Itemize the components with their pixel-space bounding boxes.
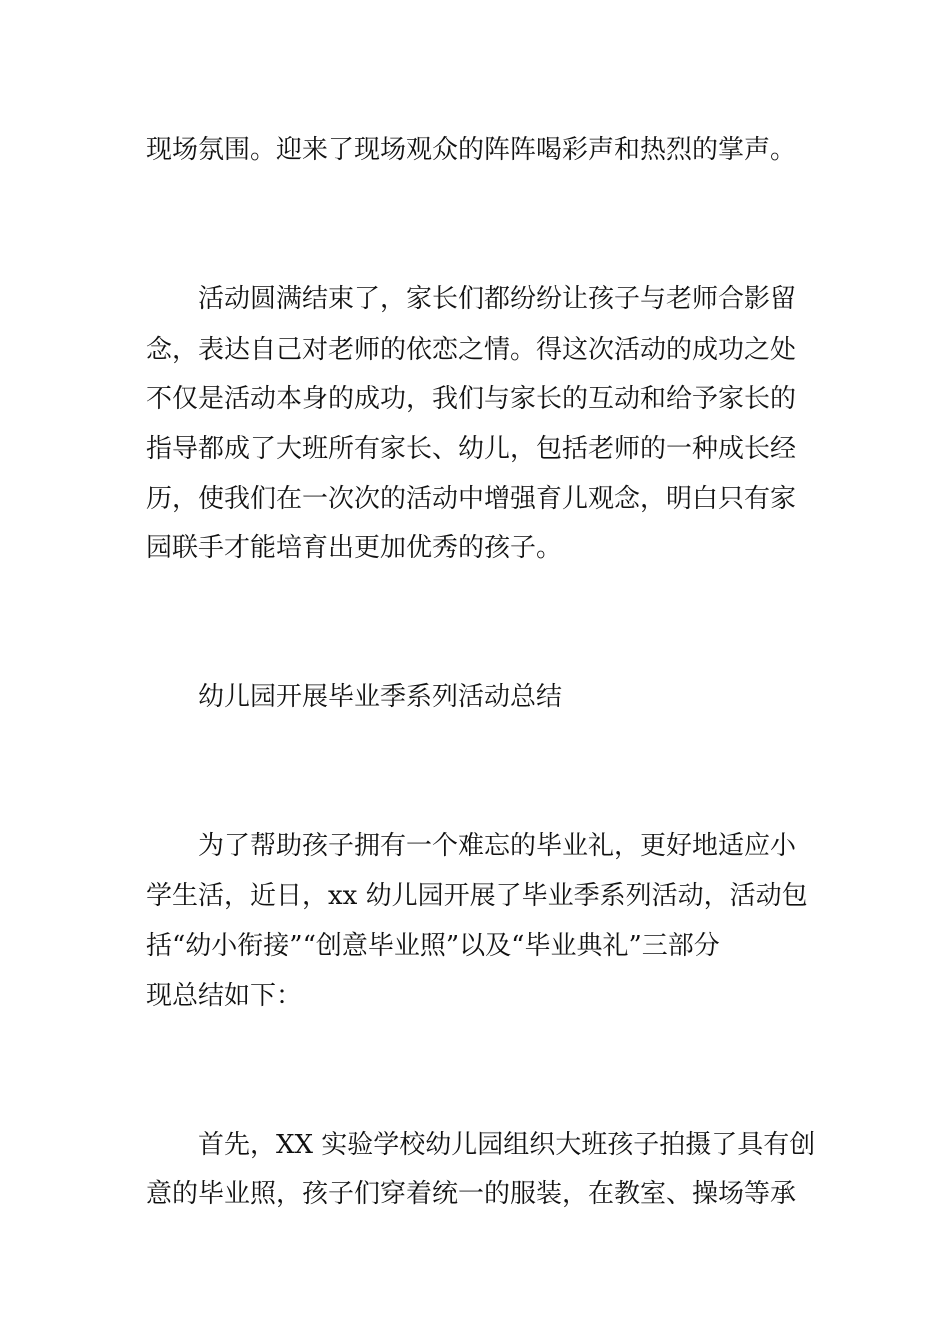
paragraph-3-line-4: 现总结如下： <box>146 981 303 1011</box>
paragraph-2-line-1: 活动圆满结束了，家长们都纷纷让孩子与老师合影留 <box>198 284 797 314</box>
paragraph-3-line-1: 为了帮助孩子拥有一个难忘的毕业礼，更好地适应小 <box>198 831 797 861</box>
paragraph-4-line-2: 意的毕业照，孩子们穿着统一的服装，在教室、操场等承 <box>146 1179 797 1209</box>
paragraph-2-line-4: 指导都成了大班所有家长、幼儿，包括老师的一种成长经 <box>146 434 797 464</box>
paragraph-3-line-2: 学生活，近日，xx 幼儿园开展了毕业季系列活动，活动包 <box>146 881 808 911</box>
section-heading: 幼儿园开展毕业季系列活动总结 <box>198 682 563 712</box>
paragraph-2-line-2: 念，表达自己对老师的依恋之情。得这次活动的成功之处 <box>146 335 797 365</box>
paragraph-1-line-1: 现场氛围。迎来了现场观众的阵阵喝彩声和热烈的掌声。 <box>146 135 797 165</box>
paragraph-2-line-3: 不仅是活动本身的成功，我们与家长的互动和给予家长的 <box>146 384 797 414</box>
paragraph-3-line-3: 括“幼小衔接”“创意毕业照”以及“毕业典礼”三部分 <box>146 931 720 961</box>
paragraph-2-line-6: 园联手才能培育出更加优秀的孩子。 <box>146 533 563 563</box>
paragraph-4-line-1: 首先，XX 实验学校幼儿园组织大班孩子拍摄了具有创 <box>198 1130 816 1160</box>
paragraph-2-line-5: 历，使我们在一次次的活动中增强育儿观念，明白只有家 <box>146 484 797 514</box>
